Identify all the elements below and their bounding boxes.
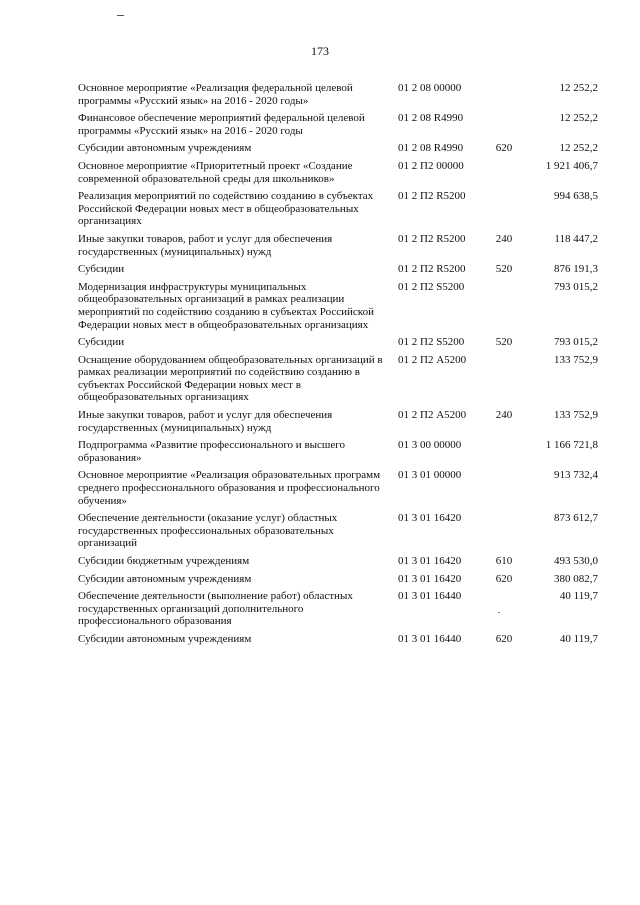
table-row xyxy=(78,590,598,628)
row-code: 01 3 00 00000 xyxy=(398,439,462,452)
row-name: Субсидии xyxy=(78,263,125,276)
row-name: Подпрограмма «Развитие профессионального и высшего образования» xyxy=(78,439,345,464)
row-code: 01 2 П2 А5200 xyxy=(398,353,467,366)
table-row xyxy=(78,190,598,228)
row-name: Обеспечение деятельности (выполнение работ) областных государственных организаций дополнительного профессионального образования xyxy=(78,590,353,628)
row-code: 01 3 01 16440 xyxy=(398,590,462,603)
row-amount: 40 119,7 xyxy=(559,590,598,603)
row-name: Субсидии автономным учреждениям xyxy=(78,632,252,645)
row-name: Основное мероприятие «Реализация образовательных программ среднего профессионального образования и профессионального обучения» xyxy=(78,469,381,507)
row-code: 01 3 01 16420 xyxy=(398,512,462,525)
row-name: Оснащение оборудованием общеобразовательных организаций в рамках реализации мероприятий по содействию созданию в субъектах Российской Федерации новых мест в общеобразовательных организациях xyxy=(78,353,383,404)
table-row xyxy=(78,555,598,568)
row-code: 01 2 П2 00000 xyxy=(398,159,464,172)
row-code: 01 2 П2 R5200 xyxy=(398,263,466,276)
row-expense-type: 240 xyxy=(495,409,513,422)
row-amount: 793 015,2 xyxy=(554,280,598,293)
row-code: 01 3 01 16440 xyxy=(398,632,462,645)
row-amount: 493 530,0 xyxy=(554,555,598,567)
row-name: Иные закупки товаров, работ и услуг для обеспечения государственных (муниципальных) нужд xyxy=(78,232,333,258)
row-amount: 876 191,3 xyxy=(554,263,598,276)
row-name: Обеспечение деятельности (оказание услуг) областных государственных профессиональных образовательных организаций xyxy=(78,512,338,550)
row-code: 01 2 П2 S5200 xyxy=(398,280,465,293)
row-expense-type: 620 xyxy=(495,142,513,155)
row-expense-type: 520 xyxy=(495,336,513,349)
row-code: 01 3 01 16420 xyxy=(398,572,462,585)
row-name: Субсидии автономным учреждениям xyxy=(78,572,252,585)
table-row xyxy=(78,512,598,550)
row-name: Финансовое обеспечение мероприятий федеральной целевой программы «Русский язык» на 2016 - 2020 годы xyxy=(78,112,365,137)
table-row xyxy=(78,354,598,404)
row-amount: 40 119,7 xyxy=(559,632,598,645)
row-name: Реализация мероприятий по содействию созданию в субъектах Российской Федерации новых мест в общеобразовательных организациях xyxy=(78,190,374,228)
row-amount: 793 015,2 xyxy=(554,336,598,349)
table-row xyxy=(78,112,598,137)
row-amount: 913 732,4 xyxy=(554,469,598,482)
row-amount: 133 752,9 xyxy=(554,353,598,366)
row-amount: 1 166 721,8 xyxy=(545,439,598,452)
row-code: 01 3 01 16420 xyxy=(398,555,462,567)
row-amount: 873 612,7 xyxy=(554,512,598,525)
row-code: 01 2 П2 R5200 xyxy=(398,232,466,245)
row-code: 01 2 08 R4990 xyxy=(398,112,464,125)
table-row xyxy=(78,633,598,646)
table-row xyxy=(78,469,598,507)
row-expense-type: 620 xyxy=(495,572,513,585)
row-expense-type: 520 xyxy=(495,263,513,276)
row-code: 01 2 П2 S5200 xyxy=(398,336,465,349)
table-row xyxy=(78,281,598,331)
budget-table xyxy=(78,82,598,651)
row-name: Субсидии бюджетным учреждениям xyxy=(78,555,250,567)
table-row xyxy=(78,409,598,434)
row-expense-type: 240 xyxy=(495,232,513,245)
row-code: 01 2 08 00000 xyxy=(398,82,462,94)
row-code: 01 2 П2 R5200 xyxy=(398,190,466,203)
page-number: 173 xyxy=(311,44,329,58)
row-amount: 1 921 406,7 xyxy=(545,159,598,172)
table-row xyxy=(78,160,598,185)
row-code: 01 2 П2 А5200 xyxy=(398,409,467,422)
row-name: Основное мероприятие «Реализация федеральной целевой программы «Русский язык» на 2016 - 2020 годы» xyxy=(78,82,353,107)
table-row xyxy=(78,82,598,107)
row-expense-type: 610 xyxy=(495,555,513,567)
row-amount: 133 752,9 xyxy=(554,409,598,422)
row-amount: 12 252,2 xyxy=(559,82,598,94)
row-code: 01 3 01 00000 xyxy=(398,469,462,482)
row-name: Основное мероприятие «Приоритетный проект «Создание современной образовательной среды для школьников» xyxy=(78,159,353,185)
scan-speck xyxy=(117,15,124,16)
table-row xyxy=(78,233,598,258)
table-row xyxy=(78,336,598,349)
table-row xyxy=(78,263,598,276)
row-amount: 12 252,2 xyxy=(559,142,598,155)
row-name: Субсидии xyxy=(78,336,125,349)
row-amount: 380 082,7 xyxy=(554,572,598,585)
table-row xyxy=(78,439,598,464)
table-row xyxy=(78,142,598,155)
table-row xyxy=(78,573,598,586)
row-amount: 994 638,5 xyxy=(554,190,598,203)
row-code: 01 2 08 R4990 xyxy=(398,142,464,155)
row-name: Модернизация инфраструктуры муниципальных общеобразовательных организаций в рамках реализации мероприятий по содействию созданию в субъектах Российской Федерации новых мест в общеобразовательных организациях xyxy=(78,280,374,331)
row-amount: 12 252,2 xyxy=(559,112,598,125)
row-name: Субсидии автономным учреждениям xyxy=(78,142,252,155)
row-expense-type: 620 xyxy=(495,632,513,645)
row-name: Иные закупки товаров, работ и услуг для обеспечения государственных (муниципальных) нужд xyxy=(78,409,333,434)
row-amount: 118 447,2 xyxy=(554,232,598,245)
